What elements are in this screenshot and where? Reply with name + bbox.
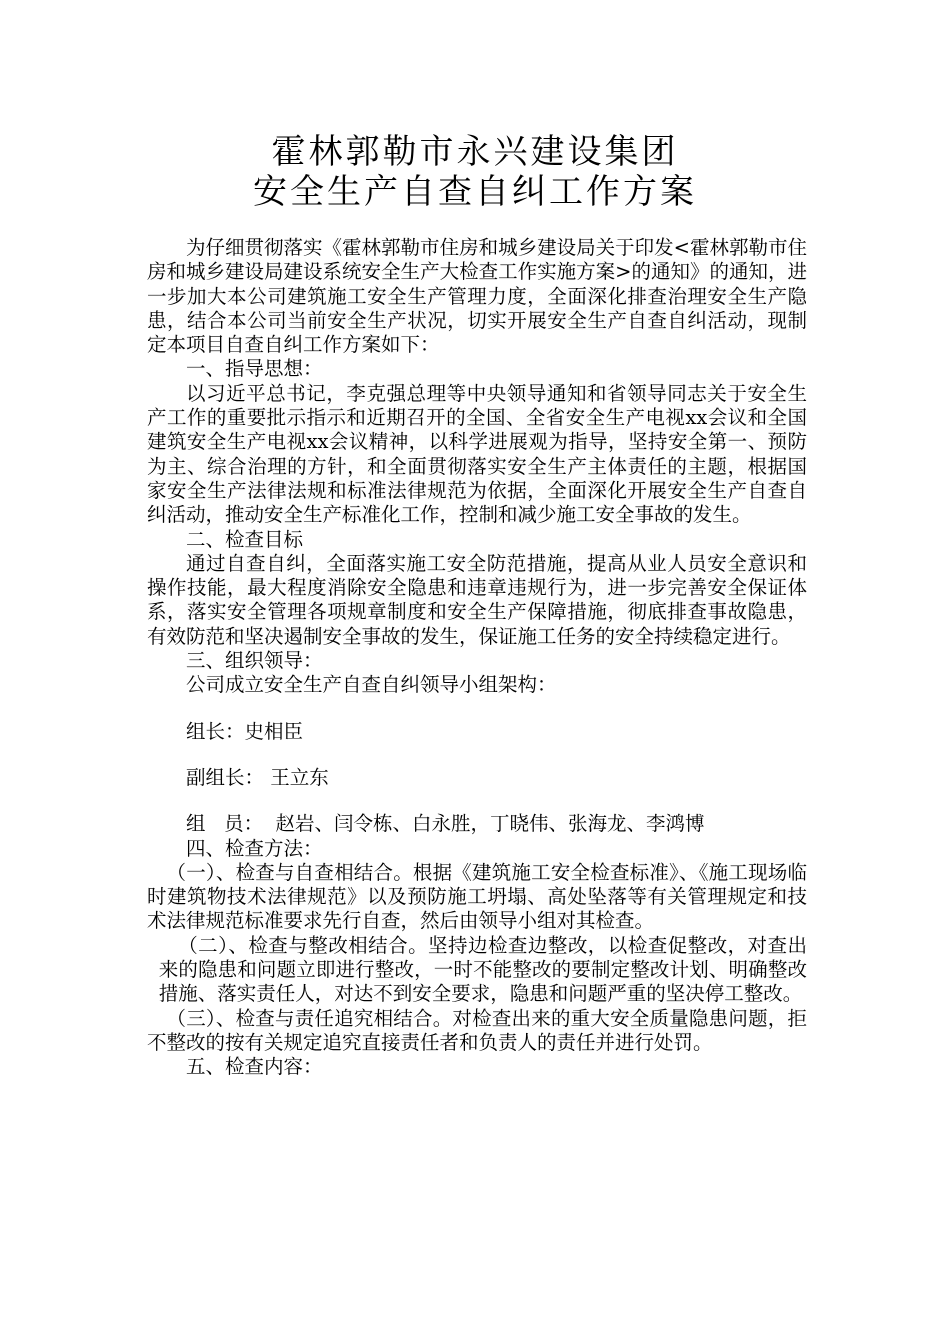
section-5-heading: 五、检查内容： [186,1055,323,1079]
section-4-heading: 四、检查方法： [186,836,323,860]
document-title-line2: 安全生产自查自纠工作方案 [253,172,697,212]
section-4-item-3: （三）、检查与责任追究相结合。对检查出来的重大安全质量隐患问题，拒不整改的按有关规定追究直接责任者和负责人的责任并进行处罚。 [147,1006,807,1054]
document-body [147,236,807,1080]
section-1-heading: 一、指导思想： [186,357,323,381]
section-4-item-1: （一）、检查与自查相结合。根据《建筑施工安全检查标准》、《施工现场临时建筑物技术法律规范》以及预防施工坍塌、高处坠落等有关管理规定和技术法律规范标准要求先行自查，然后由领导小组对其检查。 [147,860,807,933]
section-1-text: 以习近平总书记，李克强总理等中央领导通知和省领导同志关于安全生产工作的重要批示指示和近期召开的全国、全省安全生产电视xx会议和全国建筑安全生产电视xx会议精神，以科学进展观为指导，坚持安全第一、预防为主、综合治理的方针，和全面贯彻落实安全生产主体责任的主题，根据国家安全生产法律法规和标准法律规范为依据，全面深化开展安全生产自查自纠活动，推动安全生产标准化工作，控制和减少施工安全事故的发生。 [147,381,807,527]
vice-leader-line: 副组长： 王立东 [186,765,329,789]
section-3-heading: 三、组织领导： [186,649,323,673]
section-4-item-2: （二）、检查与整改相结合。坚持边检查边整改，以检查促整改，对查出来的隐患和问题立即进行整改，一时不能整改的要制定整改计划、明确整改措施、落实责任人，对达不到安全要求，隐患和问题严重的坚决停工整改。 [158,933,807,1006]
section-2-text: 通过自查自纠，全面落实施工安全防范措施，提高从业人员安全意识和操作技能，最大程度消除安全隐患和违章违规行为，进一步完善安全保证体系，落实安全管理各项规章制度和安全生产保障措施，彻底排查事故隐患，有效防范和坚决遏制安全事故的发生，保证施工任务的安全持续稳定进行。 [147,551,807,648]
intro-paragraph: 为仔细贯彻落实《霍林郭勒市住房和城乡建设局关于印发<霍林郭勒市住房和城乡建设局建设系统安全生产大检查工作实施方案>的通知》的通知，进一步加大本公司建筑施工安全生产管理力度，全面深化排查治理安全生产隐患，结合本公司当前安全生产状况，切实开展安全生产自查自纠活动，现制定本项目自查自纠工作方案如下： [147,236,807,357]
section-3-text: 公司成立安全生产自查自纠领导小组架构： [186,673,557,697]
section-2-heading: 二、检查目标 [186,527,304,551]
leader-line: 组长：史相臣 [186,719,304,743]
members-line: 组 员： 赵岩、闫令栋、白永胜，丁晓伟、张海龙、李鸿博 [186,812,705,836]
document-title-line1: 霍林郭勒市永兴建设集团 [271,132,679,172]
